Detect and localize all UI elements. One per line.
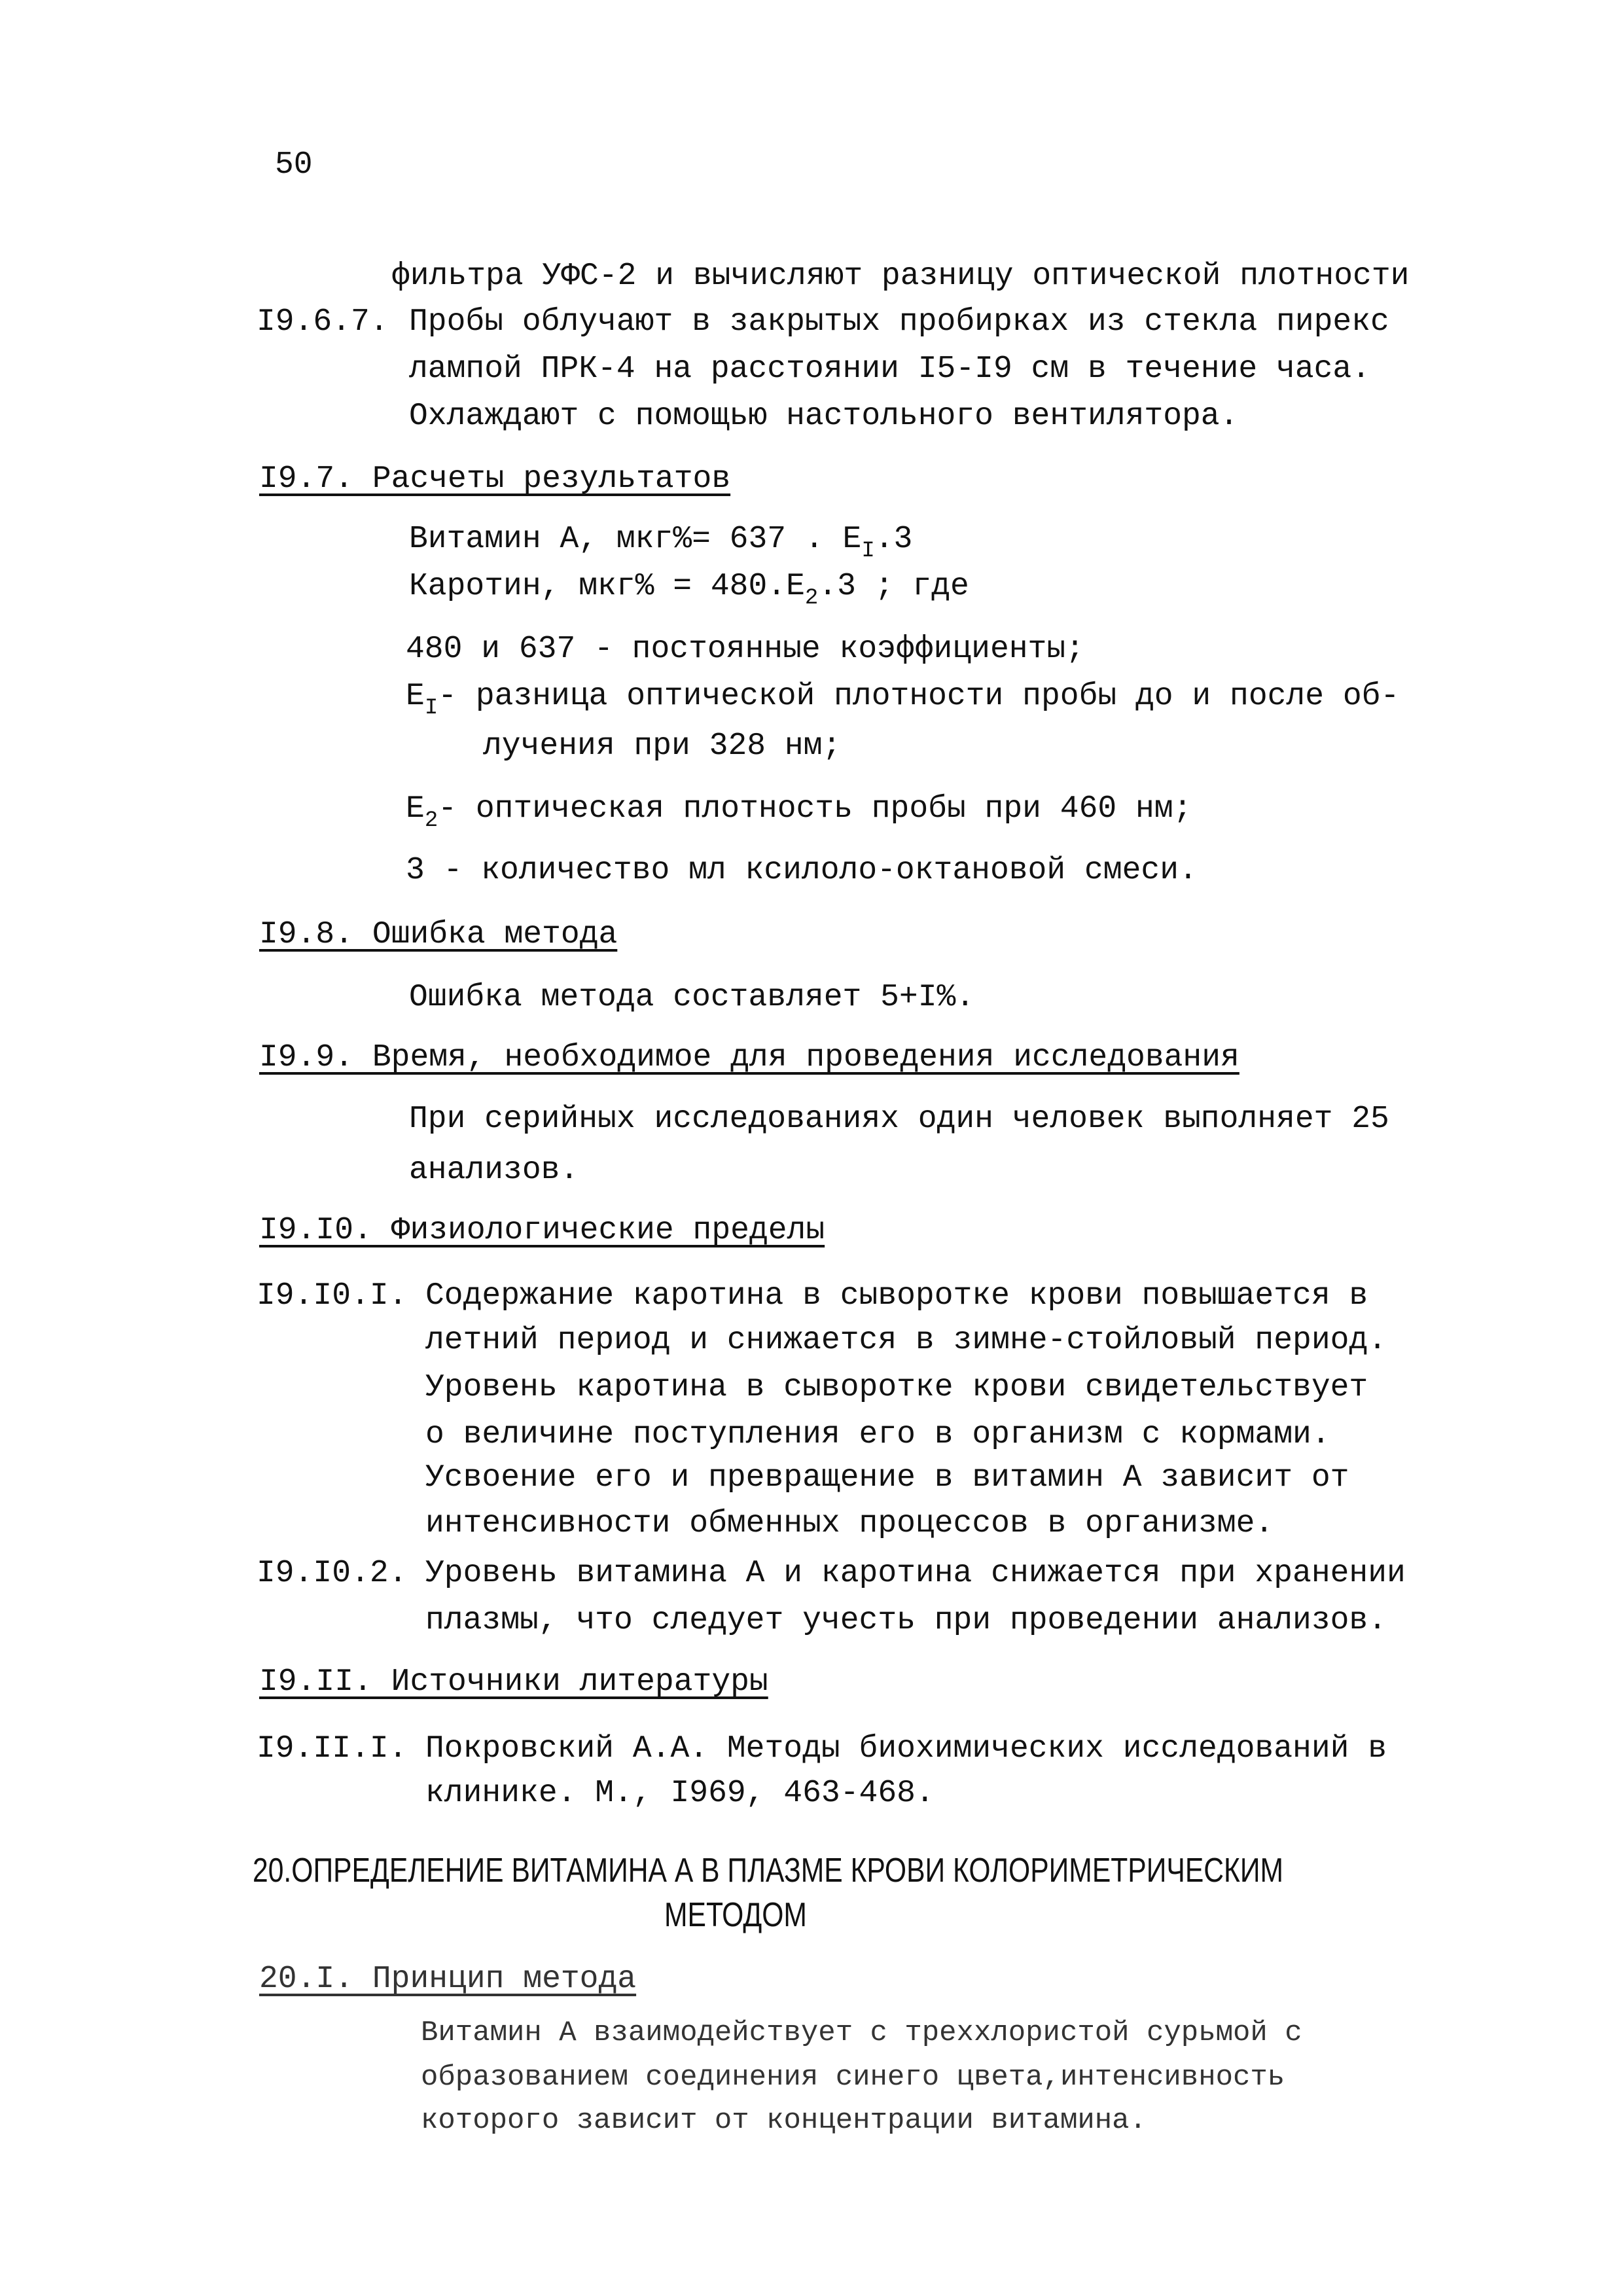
section-heading-19-10	[236, 1215, 825, 1246]
definition-line	[406, 793, 1192, 832]
chapter-title: 20.ОПРЕДЕЛЕНИЕ ВИТАМИНА А В ПЛАЗМЕ КРОВИ КОЛОРИМЕТРИЧЕСКИМ	[253, 1852, 1284, 1890]
paragraph-line: образованием соединения синего цвета,интенсивность	[421, 2061, 1285, 2094]
item-number: I9.II.I.	[257, 1731, 408, 1767]
item-number: I9.6.7.	[257, 304, 389, 340]
section-heading-19-7	[236, 463, 730, 495]
paragraph-line: Усвоение его и превращение в витамин А зависит от	[425, 1460, 1349, 1496]
definition-line: лучения при 328 нм;	[483, 728, 842, 764]
heading-text: I9.II. Источники литературы	[259, 1664, 768, 1700]
definition-line: 480 и 637 - постоянные коэффициенты;	[406, 632, 1084, 667]
definition-line: 3 - количество мл ксилоло-октановой смеси.	[406, 853, 1198, 888]
chapter-title: МЕТОДОМ	[664, 1896, 807, 1934]
paragraph-line: Ошибка метода составляет 5+I%.	[409, 980, 975, 1015]
item-number: I9.I0.I.	[257, 1278, 408, 1314]
paragraph-line: лампой ПРК-4 на расстоянии I5-I9 см в течение часа.	[409, 351, 1371, 387]
formula-text: Витамин А, мкг%= 637 . E	[409, 522, 862, 557]
subscript: 2	[804, 586, 819, 611]
symbol: E	[406, 679, 425, 714]
heading-text: I9.8. Ошибка метода	[259, 917, 618, 952]
paragraph-line: Уровень каротина в сыворотке крови свидетельствует	[425, 1370, 1368, 1405]
paragraph-line: Витамин А взаимодействует с треххлористой сурьмой с	[421, 2017, 1302, 2049]
paragraph-line: фильтра УФС-2 и вычисляют разницу оптической плотности	[391, 259, 1410, 294]
definition-text: - оптическая плотность пробы при 460 нм;	[438, 791, 1192, 827]
formula-text: Каротин, мкг% = 480.E	[409, 569, 805, 604]
item-number: I9.I0.2.	[257, 1556, 408, 1591]
paragraph-line: которого зависит от концентрации витамина.	[421, 2104, 1147, 2137]
paragraph-line: Содержание каротина в сыворотке крови повышается в	[425, 1278, 1368, 1314]
heading-text: 20.I. Принцип метода	[259, 1962, 637, 1997]
paragraph-line: анализов.	[409, 1153, 579, 1188]
section-heading-19-11	[236, 1666, 768, 1698]
section-heading-19-9	[236, 1042, 1240, 1073]
formula-vitamin-a	[409, 524, 912, 562]
symbol: E	[406, 791, 425, 827]
paragraph-line: Охлаждают с помощью настольного вентилятора.	[409, 399, 1239, 434]
paragraph-line: интенсивности обменных процессов в организме.	[425, 1506, 1274, 1541]
paragraph-line: Уровень витамина А и каротина снижается при хранении	[425, 1556, 1406, 1591]
heading-text: I9.9. Время, необходимое для проведения исследования	[259, 1040, 1240, 1075]
subscript: 2	[424, 808, 438, 833]
subscript: I	[424, 696, 438, 721]
formula-text: .3 ; где	[818, 569, 969, 604]
paragraph-line: о величине поступления его в организм с кормами.	[425, 1417, 1330, 1452]
paragraph-line: Покровский А.А. Методы биохимических исследований в	[425, 1731, 1387, 1767]
heading-text: I9.7. Расчеты результатов	[259, 461, 731, 497]
paragraph-line: летний период и снижается в зимне-стойловый период.	[425, 1323, 1387, 1358]
formula-carotene	[409, 571, 969, 609]
definition-text: - разница оптической плотности пробы до и после об-	[438, 679, 1400, 714]
section-heading-19-8	[236, 919, 617, 950]
paragraph-line: Пробы облучают в закрытых пробирках из стекла пирекс	[409, 304, 1389, 340]
paragraph-line: клинике. М., I969, 463-468.	[425, 1776, 935, 1811]
page-number: 50	[275, 147, 313, 183]
subscript: I	[861, 539, 875, 564]
definition-line	[406, 681, 1399, 719]
heading-text: I9.I0. Физиологические пределы	[259, 1213, 825, 1248]
paragraph-line: плазмы, что следует учесть при проведении анализов.	[425, 1603, 1387, 1638]
section-heading-20-1	[236, 1964, 636, 1995]
paragraph-line: При серийных исследованиях один человек выполняет 25	[409, 1102, 1389, 1137]
formula-text: .3	[874, 522, 913, 557]
